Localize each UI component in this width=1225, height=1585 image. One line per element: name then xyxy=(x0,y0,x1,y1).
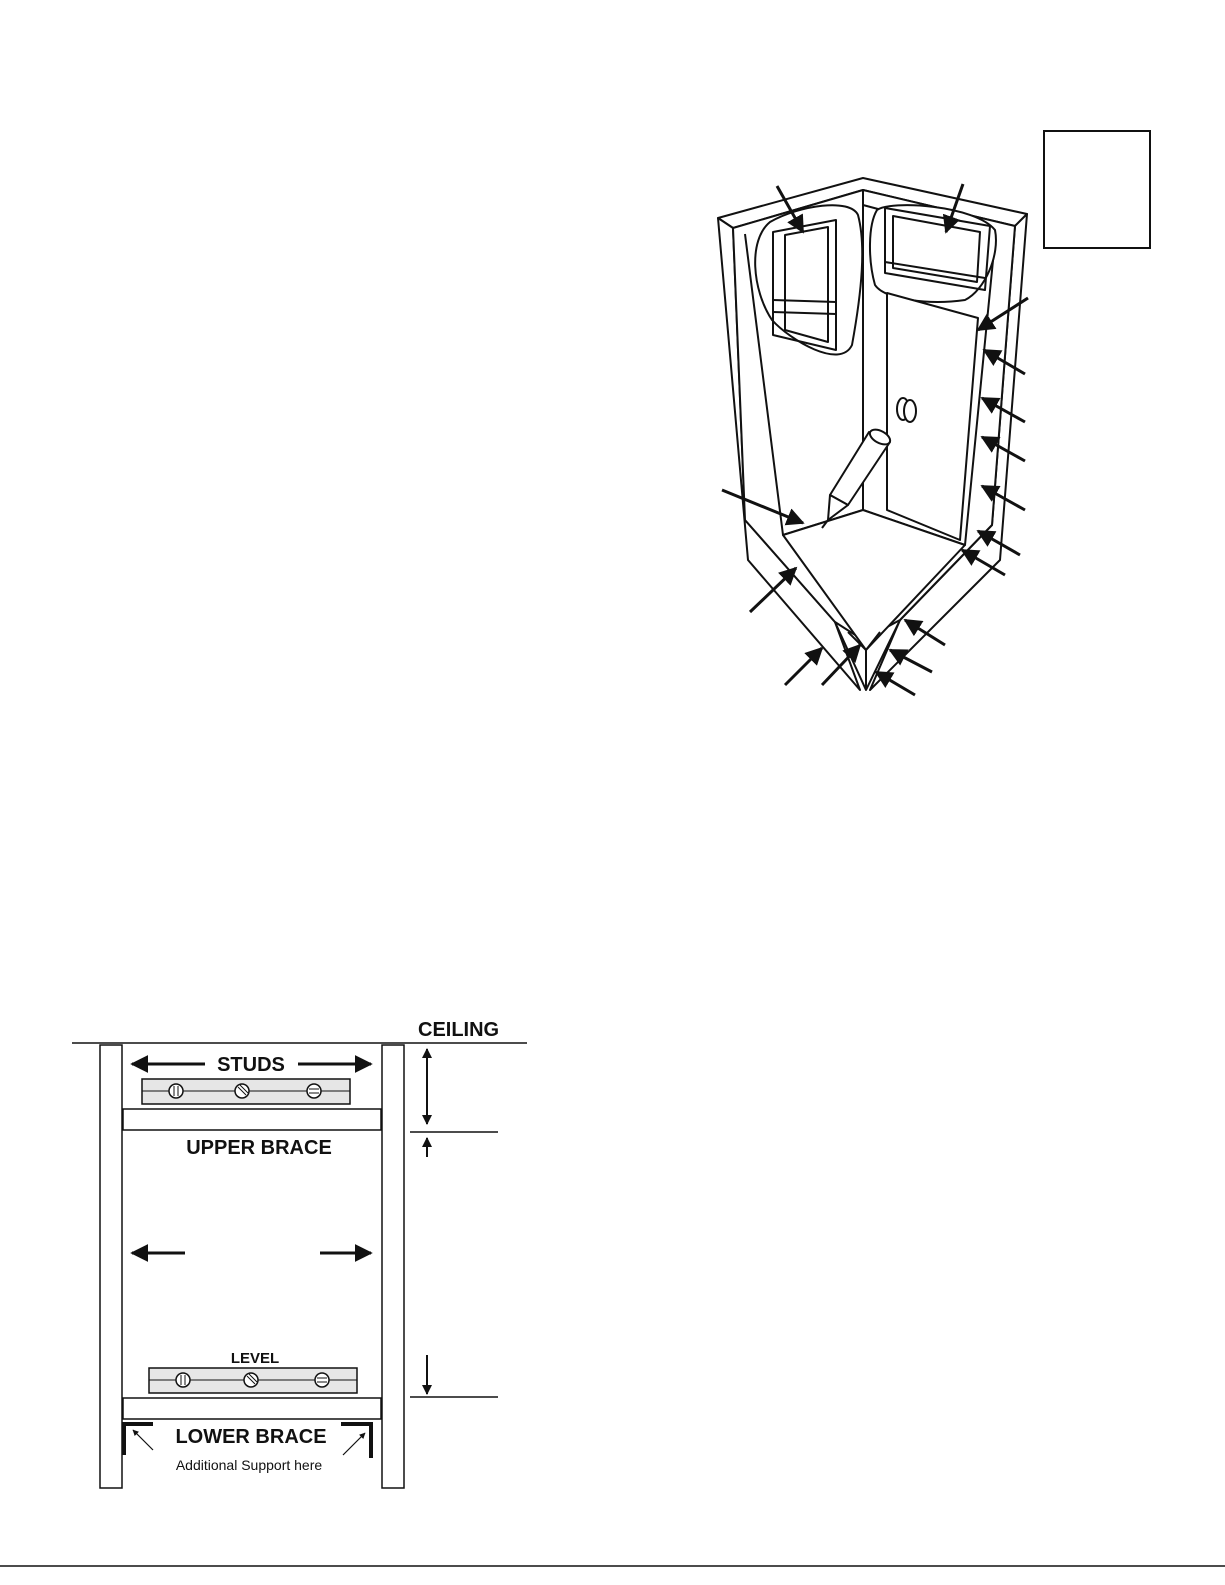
figure-number-box xyxy=(1044,131,1150,248)
upper-brace-board xyxy=(123,1109,381,1130)
upper-level-tool xyxy=(142,1079,350,1104)
ceiling-label: CEILING xyxy=(418,1019,500,1041)
right-window-cutout xyxy=(870,205,996,302)
studs-label: STUDS xyxy=(217,1054,285,1076)
support-note: Additional Support here xyxy=(175,1457,323,1473)
lower-level-tool xyxy=(149,1368,357,1393)
level-label: LEVEL xyxy=(230,1350,280,1367)
lower-brace-board xyxy=(123,1398,381,1419)
stud-bracing-diagram xyxy=(72,1019,527,1488)
right-stud xyxy=(382,1045,404,1488)
lower-brace-label: LOWER BRACE xyxy=(175,1426,327,1448)
left-stud xyxy=(100,1045,122,1488)
upper-brace-label: UPPER BRACE xyxy=(186,1137,332,1159)
shower-corner-illustration xyxy=(718,178,1027,690)
left-support-bracket xyxy=(124,1424,153,1455)
